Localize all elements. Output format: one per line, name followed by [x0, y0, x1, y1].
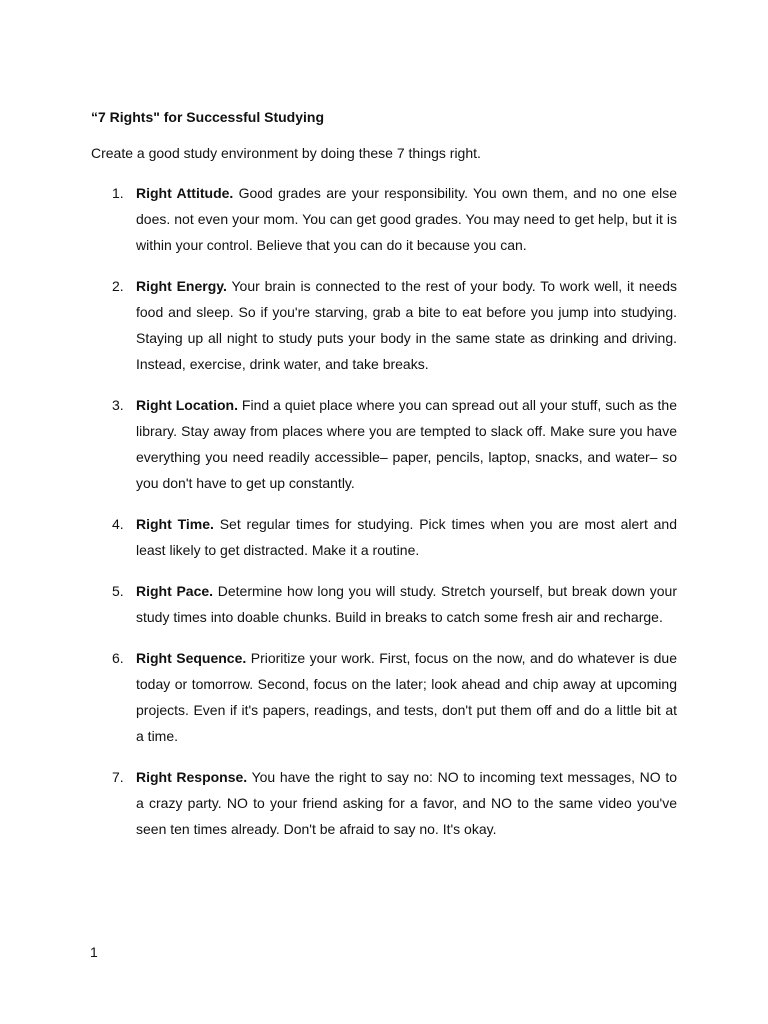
page-number: 1: [90, 944, 98, 960]
item-text: Good grades are your responsibility. You own them, and no one else does. not even your mom. You can get good grades. You may need to get help, but it is within your control. Believe that you can do it because you can.: [136, 185, 677, 253]
item-heading: Right Energy.: [136, 278, 227, 294]
item-number: 1.: [112, 185, 124, 201]
list-item: [0, 645, 677, 749]
item-text: Set regular times for studying. Pick times when you are most alert and least likely to get distracted. Make it a routine.: [136, 516, 678, 558]
item-text: Prioritize your work. First, focus on the now, and do whatever is due today or tomorrow. Second, focus on the later; look ahead and chip away at upcoming projects. Even if it's papers, readings, and tests, don't put them off and do a little bit at a time.: [136, 650, 678, 744]
list-item: [0, 511, 677, 563]
item-text: Determine how long you will study. Stretch yourself, but break down your study times into doable chunks. Build in breaks to catch some fresh air and recharge.: [136, 583, 677, 625]
item-heading: Right Pace.: [136, 583, 214, 599]
item-text: Your brain is connected to the rest of your body. To work well, it needs food and sleep. So if you're starving, grab a bite to eat before you jump into studying. Staying up all night to study puts your body in the same state as drinking and driving. Instead, exercise, drink water, and take breaks.: [136, 278, 677, 372]
item-heading: Right Sequence.: [136, 650, 247, 666]
item-number: 2.: [112, 278, 124, 294]
document-title: “7 Rights" for Successful Studying: [91, 109, 325, 125]
item-heading: Right Location.: [136, 397, 238, 413]
item-number: 6.: [112, 650, 124, 666]
item-number: 5.: [112, 583, 124, 599]
item-heading: Right Attitude.: [136, 185, 234, 201]
rights-list: [0, 180, 768, 857]
list-item: [0, 273, 677, 377]
item-text: Find a quiet place where you can spread out all your stuff, such as the library. Stay away from places where you are tempted to slack off. Make sure you have everything you need readily accessible– paper, pencils, laptop, snacks, and water– so you don't have to get up constantly.: [136, 397, 677, 491]
list-item: [0, 392, 677, 496]
item-number: 3.: [112, 397, 124, 413]
intro-paragraph: Create a good study environment by doing these 7 things right.: [91, 145, 481, 161]
list-item: [0, 578, 677, 630]
list-item: [0, 180, 677, 258]
item-number: 4.: [112, 516, 124, 532]
item-heading: Right Time.: [136, 516, 214, 532]
item-heading: Right Response.: [136, 769, 248, 785]
list-item: [0, 764, 677, 842]
item-text: You have the right to say no: NO to incoming text messages, NO to a crazy party. NO to your friend asking for a favor, and NO to the same video you've seen ten times already. Don't be afraid to say no. It's okay.: [136, 769, 677, 837]
item-number: 7.: [112, 769, 124, 785]
